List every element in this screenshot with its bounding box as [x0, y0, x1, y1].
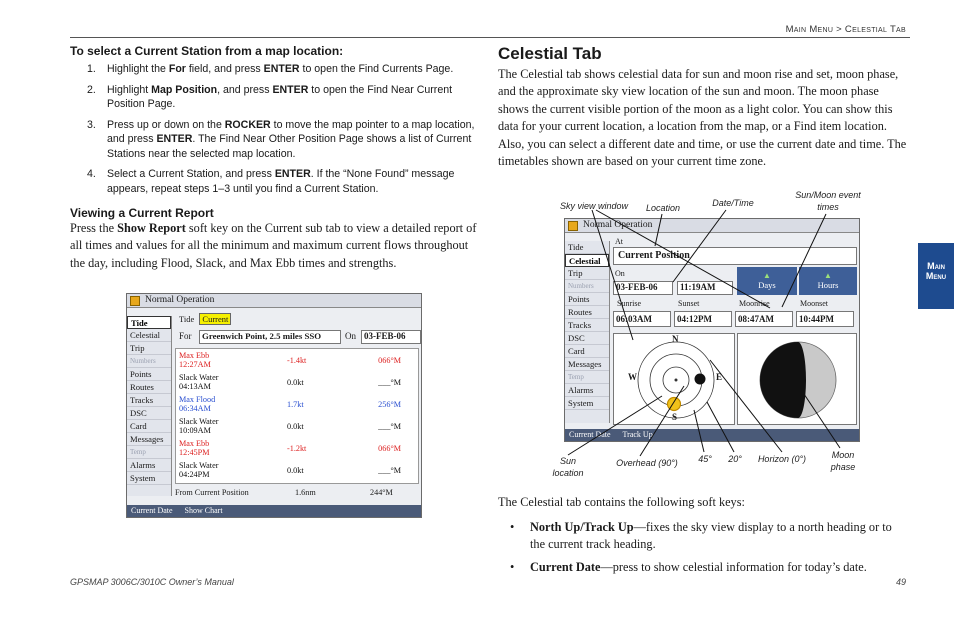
row-value: -1.4kt: [287, 356, 307, 365]
row-value: -1.2kt: [287, 444, 307, 453]
side-tab-line1: Main: [927, 261, 945, 271]
callout-horizon: Horizon (0°): [757, 454, 807, 464]
bullet-text: —fixes the sky view display to a north heading or to the current track heading.: [530, 520, 892, 551]
station-field[interactable]: Greenwich Point, 2.5 miles SSO: [199, 330, 341, 344]
event-header: Sunrise: [617, 299, 641, 308]
softkey-show-chart[interactable]: Show Chart: [184, 506, 223, 515]
paragraph-keyword: Show Report: [117, 221, 186, 235]
row-time: 12:45PM: [179, 448, 210, 457]
event-header: Moonrise: [739, 299, 770, 308]
bullet-term: North Up/Track Up: [530, 520, 634, 534]
row-time: 10:09AM: [179, 426, 211, 435]
row-label: Max Ebb: [179, 351, 210, 360]
row-direction: 066°M: [378, 356, 401, 365]
step-text: field, and press: [185, 63, 264, 75]
from-bearing: 244°M: [370, 488, 393, 497]
step-keyword: ENTER: [263, 63, 300, 75]
menu-item-card[interactable]: Card: [127, 420, 171, 433]
menu-item-points[interactable]: Points: [565, 293, 609, 306]
row-label: Max Ebb: [179, 439, 210, 448]
menu-item-routes[interactable]: Routes: [127, 381, 171, 394]
step-text: , and press: [217, 83, 273, 96]
row-time: 04:13AM: [179, 382, 211, 391]
row-value: 0.0kt: [287, 466, 304, 475]
menu-item-tide[interactable]: Tide: [127, 316, 171, 329]
step-keyword: ENTER: [274, 168, 311, 180]
on-label: On: [615, 269, 625, 278]
menu-item-system[interactable]: System: [127, 472, 171, 485]
step-text: . The Find Near Other Position Page shows a list of Current Stations near the selected map location.: [107, 133, 472, 160]
row-direction: ___°M: [378, 422, 401, 431]
step-number: 1.: [87, 63, 96, 75]
from-label: From Current Position: [175, 488, 249, 497]
menu-item-dsc[interactable]: DSC: [565, 332, 609, 345]
side-tab-line2: Menu: [925, 271, 947, 281]
step-number: 4.: [87, 168, 96, 180]
compass-n: N: [672, 334, 679, 344]
callout-overhead: Overhead (90°): [616, 458, 678, 468]
row-direction: ___°M: [378, 378, 401, 387]
menu-item-temp[interactable]: Temp: [565, 371, 609, 384]
softkey-current-date[interactable]: Current Date: [131, 506, 173, 515]
callout-events: Sun/Moon event times: [795, 190, 861, 212]
celestial-paragraph: The Celestial tab shows celestial data for sun and moon rise and set, moon phase, and the approximate sky view location of the sun and moon. The moon phase shows the current visible portion of the moon as a light color. You can show this data for your current location, a location from the map, or a Find item location. Also, you can select a different date and time, or use the current date and time. The timetables shown are based on your current time zone.: [498, 67, 907, 169]
tab-tide[interactable]: Tide: [179, 314, 195, 324]
step-text: to open the Find Currents Page.: [299, 63, 454, 75]
for-label: For: [179, 331, 192, 341]
step-text: Highlight the: [107, 63, 169, 75]
callout-sky-view: Sky view window: [559, 201, 629, 211]
callout-sun-location: Sun location: [552, 456, 584, 478]
from-distance: 1.6nm: [295, 488, 316, 497]
event-time: 10:44PM: [796, 311, 854, 327]
menu-item-celestial[interactable]: Celestial: [127, 329, 171, 342]
event-time: 08:47AM: [735, 311, 793, 327]
menu-item-messages[interactable]: Messages: [565, 358, 609, 371]
row-direction: ___°M: [378, 466, 401, 475]
step-number: 2.: [87, 83, 96, 96]
bullet-dot: •: [510, 520, 515, 534]
days-label: Days: [758, 280, 776, 290]
paragraph-text: Press the: [70, 221, 118, 235]
menu-item-system[interactable]: System: [565, 397, 609, 410]
row-label: Slack Water: [179, 373, 219, 382]
row-value: 0.0kt: [287, 422, 304, 431]
row-value: 1.7kt: [287, 400, 304, 409]
row-direction: 256°M: [378, 400, 401, 409]
softkey-track-up[interactable]: Track Up: [622, 430, 653, 439]
section-heading: To select a Current Station from a map location:: [70, 44, 344, 58]
row-direction: 066°M: [378, 444, 401, 453]
step-number: 3.: [87, 118, 96, 131]
menu-item-card[interactable]: Card: [565, 345, 609, 358]
menu-item-trip[interactable]: Trip: [565, 267, 609, 280]
on-label: On: [345, 331, 356, 341]
menu-item-alarms[interactable]: Alarms: [127, 459, 171, 472]
step-text: to open the Find Near Current Position Page.: [107, 83, 453, 110]
menu-item-celestial[interactable]: Celestial: [565, 254, 609, 267]
step-text: Press up or down on the: [107, 118, 225, 131]
callout-location: Location: [645, 203, 681, 213]
event-time: 06:03AM: [613, 311, 671, 327]
compass-w: W: [628, 372, 637, 382]
row-time: 06:34AM: [179, 404, 211, 413]
date-field[interactable]: 03-FEB-06: [361, 330, 421, 344]
menu-item-numbers[interactable]: Numbers: [127, 355, 171, 368]
softkey-current-date[interactable]: Current Date: [569, 430, 611, 439]
tab-current[interactable]: Current: [199, 313, 231, 325]
screen-title: Normal Operation: [583, 220, 653, 230]
up-arrow-icon: ▲: [763, 271, 771, 280]
menu-item-numbers[interactable]: Numbers: [565, 280, 609, 293]
bullet-dot: •: [510, 560, 515, 574]
menu-item-messages[interactable]: Messages: [127, 433, 171, 446]
compass-s: S: [672, 412, 678, 422]
menu-item-tide[interactable]: Tide: [565, 241, 609, 254]
breadcrumb: Main Menu > Celestial Tab: [785, 24, 906, 35]
step-keyword: ENTER: [272, 83, 309, 96]
row-label: Slack Water: [179, 461, 219, 470]
menu-item-alarms[interactable]: Alarms: [565, 384, 609, 397]
step-text: to move the map pointer to a map location, and press: [107, 118, 475, 145]
step-text: Select a Current Station, and press: [107, 168, 275, 180]
report-heading: Viewing a Current Report: [70, 206, 214, 220]
step-keyword: Map Position: [151, 83, 218, 96]
bullet-term: Current Date: [530, 560, 601, 574]
compass-e: E: [716, 372, 723, 382]
up-arrow-icon: ▲: [824, 271, 832, 280]
menu-item-tracks[interactable]: Tracks: [565, 319, 609, 332]
step-text: . If the “None Found” message appears, repeat steps 1–3 until you find a Current Station.: [107, 168, 455, 195]
hours-label: Hours: [817, 280, 839, 290]
at-label: At: [615, 237, 623, 246]
bullet-text: —press to show celestial information for today’s date.: [600, 560, 867, 574]
row-time: 04:24PM: [179, 470, 210, 479]
row-label: Max Flood: [179, 395, 216, 404]
celestial-heading: Celestial Tab: [498, 44, 602, 63]
screen-title: Normal Operation: [145, 295, 215, 305]
step-keyword: ENTER: [156, 133, 193, 145]
paragraph-text: soft key on the Current sub tab to view a detailed report of all times and values for all the minimum and maximum current flows throughout the day, including Flood, Slack, and Max Ebb times and strengths.: [70, 221, 477, 270]
menu-item-routes[interactable]: Routes: [565, 306, 609, 319]
footer-manual: GPSMAP 3006C/3010C Owner’s Manual: [70, 577, 234, 587]
time-field[interactable]: 11:19AM: [677, 281, 733, 295]
menu-item-trip[interactable]: Trip: [127, 342, 171, 355]
row-time: 12:27AM: [179, 360, 211, 369]
callout-20: 20°: [728, 454, 742, 464]
event-header: Moonset: [800, 299, 828, 308]
row-value: 0.0kt: [287, 378, 304, 387]
event-time: 04:12PM: [674, 311, 732, 327]
softkeys-intro: The Celestial tab contains the following soft keys:: [498, 495, 745, 509]
callout-45: 45°: [698, 454, 712, 464]
step-keyword: For: [168, 63, 186, 75]
row-label: Slack Water: [179, 417, 219, 426]
menu-item-temp[interactable]: Temp: [127, 446, 171, 459]
callout-datetime: Date/Time: [712, 198, 754, 208]
location-field[interactable]: Current Position: [613, 247, 857, 265]
menu-item-tracks[interactable]: Tracks: [127, 394, 171, 407]
menu-item-dsc[interactable]: DSC: [127, 407, 171, 420]
event-header: Sunset: [678, 299, 700, 308]
footer-page-number: 49: [895, 577, 906, 587]
step-text: Highlight: [107, 83, 152, 96]
callout-moon-phase: Moon phase: [830, 450, 856, 472]
date-field[interactable]: 03-FEB-06: [613, 281, 673, 295]
step-keyword: ROCKER: [224, 118, 271, 131]
menu-item-points[interactable]: Points: [127, 368, 171, 381]
